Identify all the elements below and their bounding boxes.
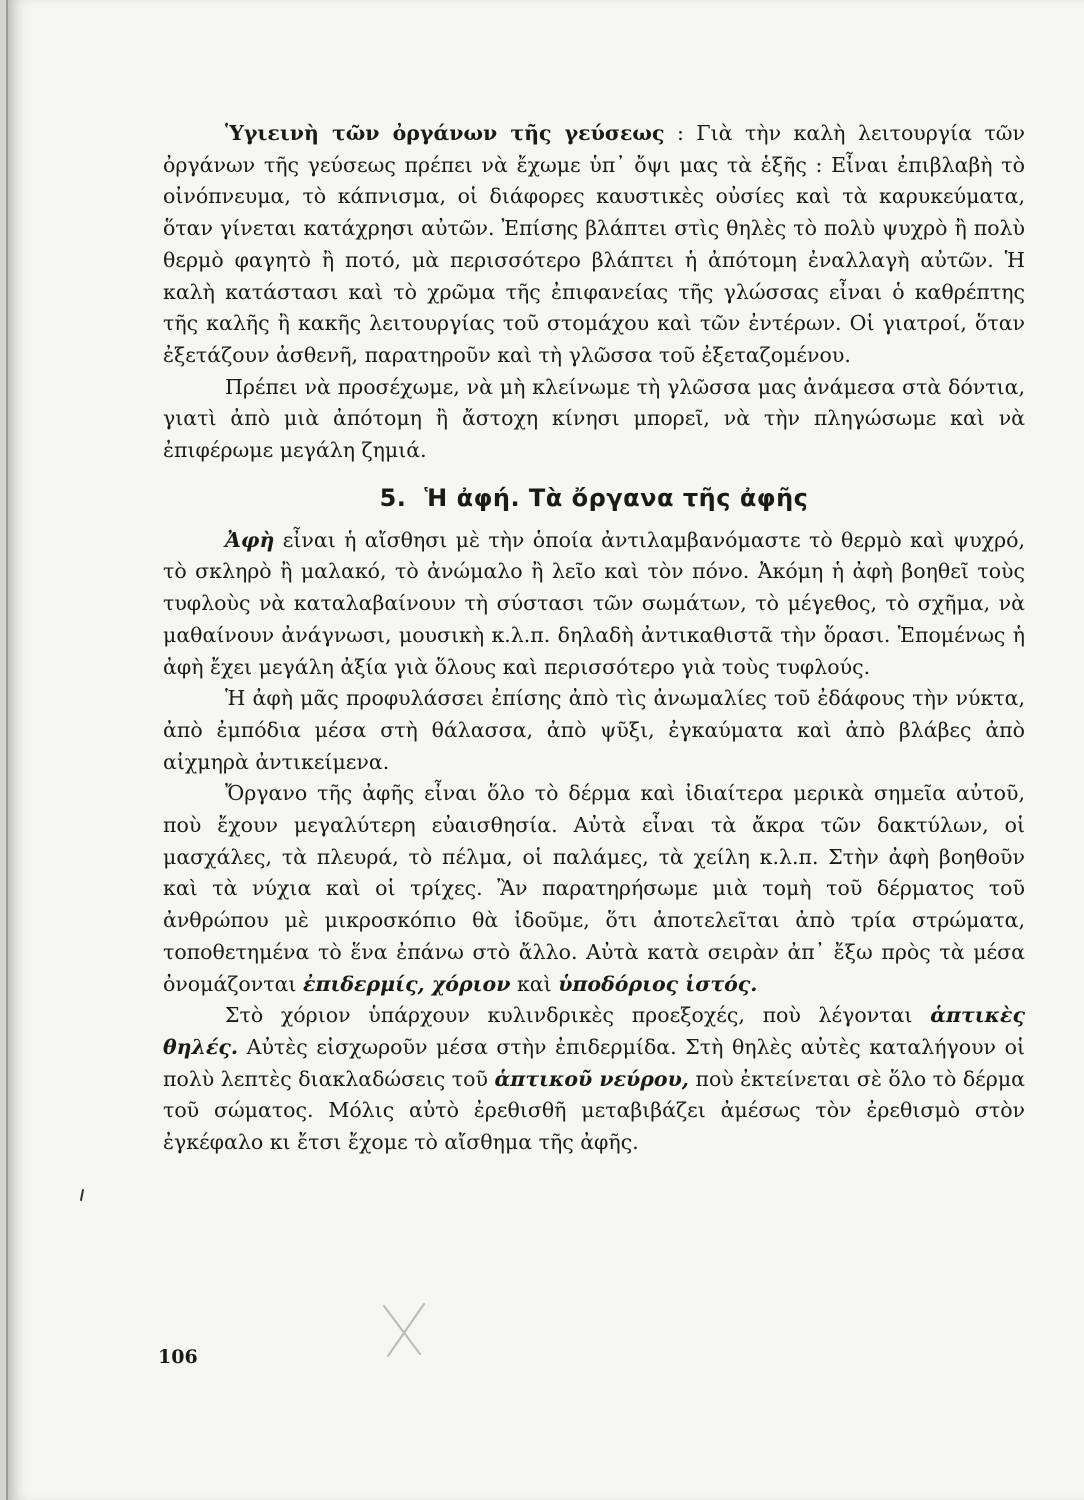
stray-ink-mark bbox=[78, 1188, 86, 1202]
touch-paragraph-3-text: Ὄργανο τῆς ἀφῆς εἶναι ὅλο τὸ δέρμα καὶ ἰδιαίτερα μερικὰ σημεῖα αὐτοῦ, ποὺ ἔχουν μεγαλύτερη εὐαισθησία. Αὐτὰ εἶναι τὰ ἄκρα τῶν δακτύλων, οἱ μασχάλες, τὰ πλευρά, τὸ πέλμα, οἱ παλάμες, τὰ χείλη κ.λ.π. Στὴν ἀφὴ βοηθοῦν καὶ τὰ νύχια καὶ οἱ τρίχες. Ἂν παρατηρήσωμε μιὰ τομὴ τοῦ δέρματος τοῦ ἀνθρώπου μὲ μικροσκόπιο θὰ ἰδοῦμε, ὅτι ἀποτελεῖται ἀπὸ τρία στρώματα, τοποθετημένα τὸ ἕνα ἐπάνω στὸ ἄλλο. Αὐτὰ κατὰ σειρὰν ἀπ᾿ ἔξω πρὸς τὰ μέσα ὀνομάζονται bbox=[163, 781, 1025, 996]
touch-paragraph-1 bbox=[163, 525, 1025, 684]
touch-paragraph-2: Ἡ ἀφὴ μᾶς προφυλάσσει ἐπίσης ἀπὸ τὶς ἀνωμαλίες τοῦ ἐδάφους τὴν νύκτα, ἀπὸ ἐμπόδια μέσα στὴ θάλασσα, ἀπὸ ψῦξι, ἐγκαύματα καὶ ἀπὸ βλάβες ἀπὸ αἰχμηρὰ ἀντικείμενα. bbox=[163, 686, 1025, 774]
page-body bbox=[163, 118, 1025, 1159]
term-tactile-papillae: ἁπτικὲς θηλές. bbox=[163, 1003, 1025, 1059]
pencil-x-mark bbox=[374, 1300, 434, 1360]
hygiene-paragraph-1 bbox=[163, 118, 1025, 372]
touch-paragraph-4-text-c: ποὺ ἐκτείνεται σὲ ὅλο τὸ δέρμα τοῦ σώματος. Μόλις αὐτὸ ἐρεθισθῆ μεταβιβάζει ἀμέσως τὸν ἐρεθισμὸ στὸν ἐγκέφαλο κι ἔτσι ἔχομε τὸ αἴσθημα τῆς ἀφῆς. bbox=[163, 1066, 1025, 1155]
touch-paragraph-4 bbox=[163, 1000, 1025, 1159]
term-touch: Ἀφὴ bbox=[225, 527, 275, 552]
touch-paragraph-4-text-a: Στὸ χόριον ὑπάρχουν κυλινδρικὲς προεξοχές, ποὺ λέγονται bbox=[225, 1003, 913, 1028]
section-heading-touch bbox=[163, 481, 1025, 515]
term-subcutaneous-tissue: ὑποδόριος ἱστός. bbox=[558, 971, 758, 996]
term-epidermis-dermis: ἐπιδερμίς, χόριον bbox=[302, 971, 511, 996]
touch-paragraph-3 bbox=[163, 778, 1025, 1000]
section-number: 5. bbox=[379, 483, 407, 512]
hygiene-paragraph-1-text: : Γιὰ τὴν καλὴ λειτουργία τῶν ὀργάνων τῆς γεύσεως πρέπει νὰ ἔχωμε ὑπ᾿ ὄψι μας τὰ ἑξῆς : Εἶναι ἐπιβλαβὴ τὸ οἰνόπνευμα, τὸ κάπνισμα, οἱ διάφορες καυστικὲς οὐσίες καὶ τὰ καρυκεύματα, ὅταν γίνεται κατάχρησι αὐτῶν. Ἐπίσης βλάπτει στὶς θηλὲς τὸ πολὺ ψυχρὸ ἢ πολὺ θερμὸ φαγητὸ ἢ ποτό, μὰ περισσότερο βλάπτει ἡ ἀπότομη ἐναλλαγὴ αὐτῶν. Ἡ καλὴ κατάστασι καὶ τὸ χρῶμα τῆς ἐπιφανείας τῆς γλώσσας εἶναι ὁ καθρέπτης τῆς καλῆς ἢ κακῆς λειτουργίας τοῦ στομάχου καὶ τῶν ἐντέρων. Οἱ γιατροί, ὅταν ἐξετάζουν ἀσθενῆ, παρατηροῦν καὶ τὴ γλῶσσα τοῦ ἐξεταζομένου. bbox=[163, 121, 1025, 367]
touch-paragraph-1-text: εἶναι ἡ αἴσθησι μὲ τὴν ὁποία ἀντιλαμβανόμαστε τὸ θερμὸ καὶ ψυχρό, τὸ σκληρὸ ἢ μαλακό, τὸ ἀνώμαλο ἢ λεῖο καὶ τὸν πόνο. Ἀκόμη ἡ ἀφὴ βοηθεῖ τοὺς τυφλοὺς νὰ καταλαβαίνουν τὴ σύστασι τῶν σωμάτων, τὸ μέγεθος, τὸ σχῆμα, νὰ μαθαίνουν ἀνάγνωσι, μουσικὴ κ.λ.π. δηλαδὴ ἀντικαθιστᾶ τὴν ὅρασι. Ἑπομένως ἡ ἀφὴ ἔχει μεγάλη ἀξία γιὰ ὅλους καὶ περισσότερο γιὰ τοὺς τυφλούς. bbox=[163, 527, 1025, 679]
page-number: 106 bbox=[158, 1346, 198, 1368]
book-page bbox=[6, 0, 1084, 1500]
term-tactile-nerve: ἁπτικοῦ νεύρου, bbox=[494, 1066, 689, 1091]
hygiene-lead-heading: Ὑγιεινὴ τῶν ὀργάνων τῆς γεύσεως bbox=[225, 121, 665, 145]
section-title: Ἡ ἀφή. Τὰ ὄργανα τῆς ἀφῆς bbox=[424, 483, 809, 512]
hygiene-paragraph-2: Πρέπει νὰ προσέχωμε, νὰ μὴ κλείνωμε τὴ γλῶσσα μας ἀνάμεσα στὰ δόντια, γιατὶ ἀπὸ μιὰ ἀπότομη ἢ ἄστοχη κίνησι μπορεῖ, νὰ τὴν πληγώσωμε καὶ νὰ ἐπιφέρωμε μεγάλη ζημιά. bbox=[163, 374, 1025, 463]
touch-paragraph-4-text-b: Αὐτὲς εἰσχωροῦν μέσα στὴν ἐπιδερμίδα. Στὴ θηλὲς αὐτὲς καταλήγουν οἱ πολὺ λεπτὲς διακλαδώσεις τοῦ bbox=[163, 1034, 1025, 1091]
conjunction-and: καὶ bbox=[516, 971, 552, 996]
